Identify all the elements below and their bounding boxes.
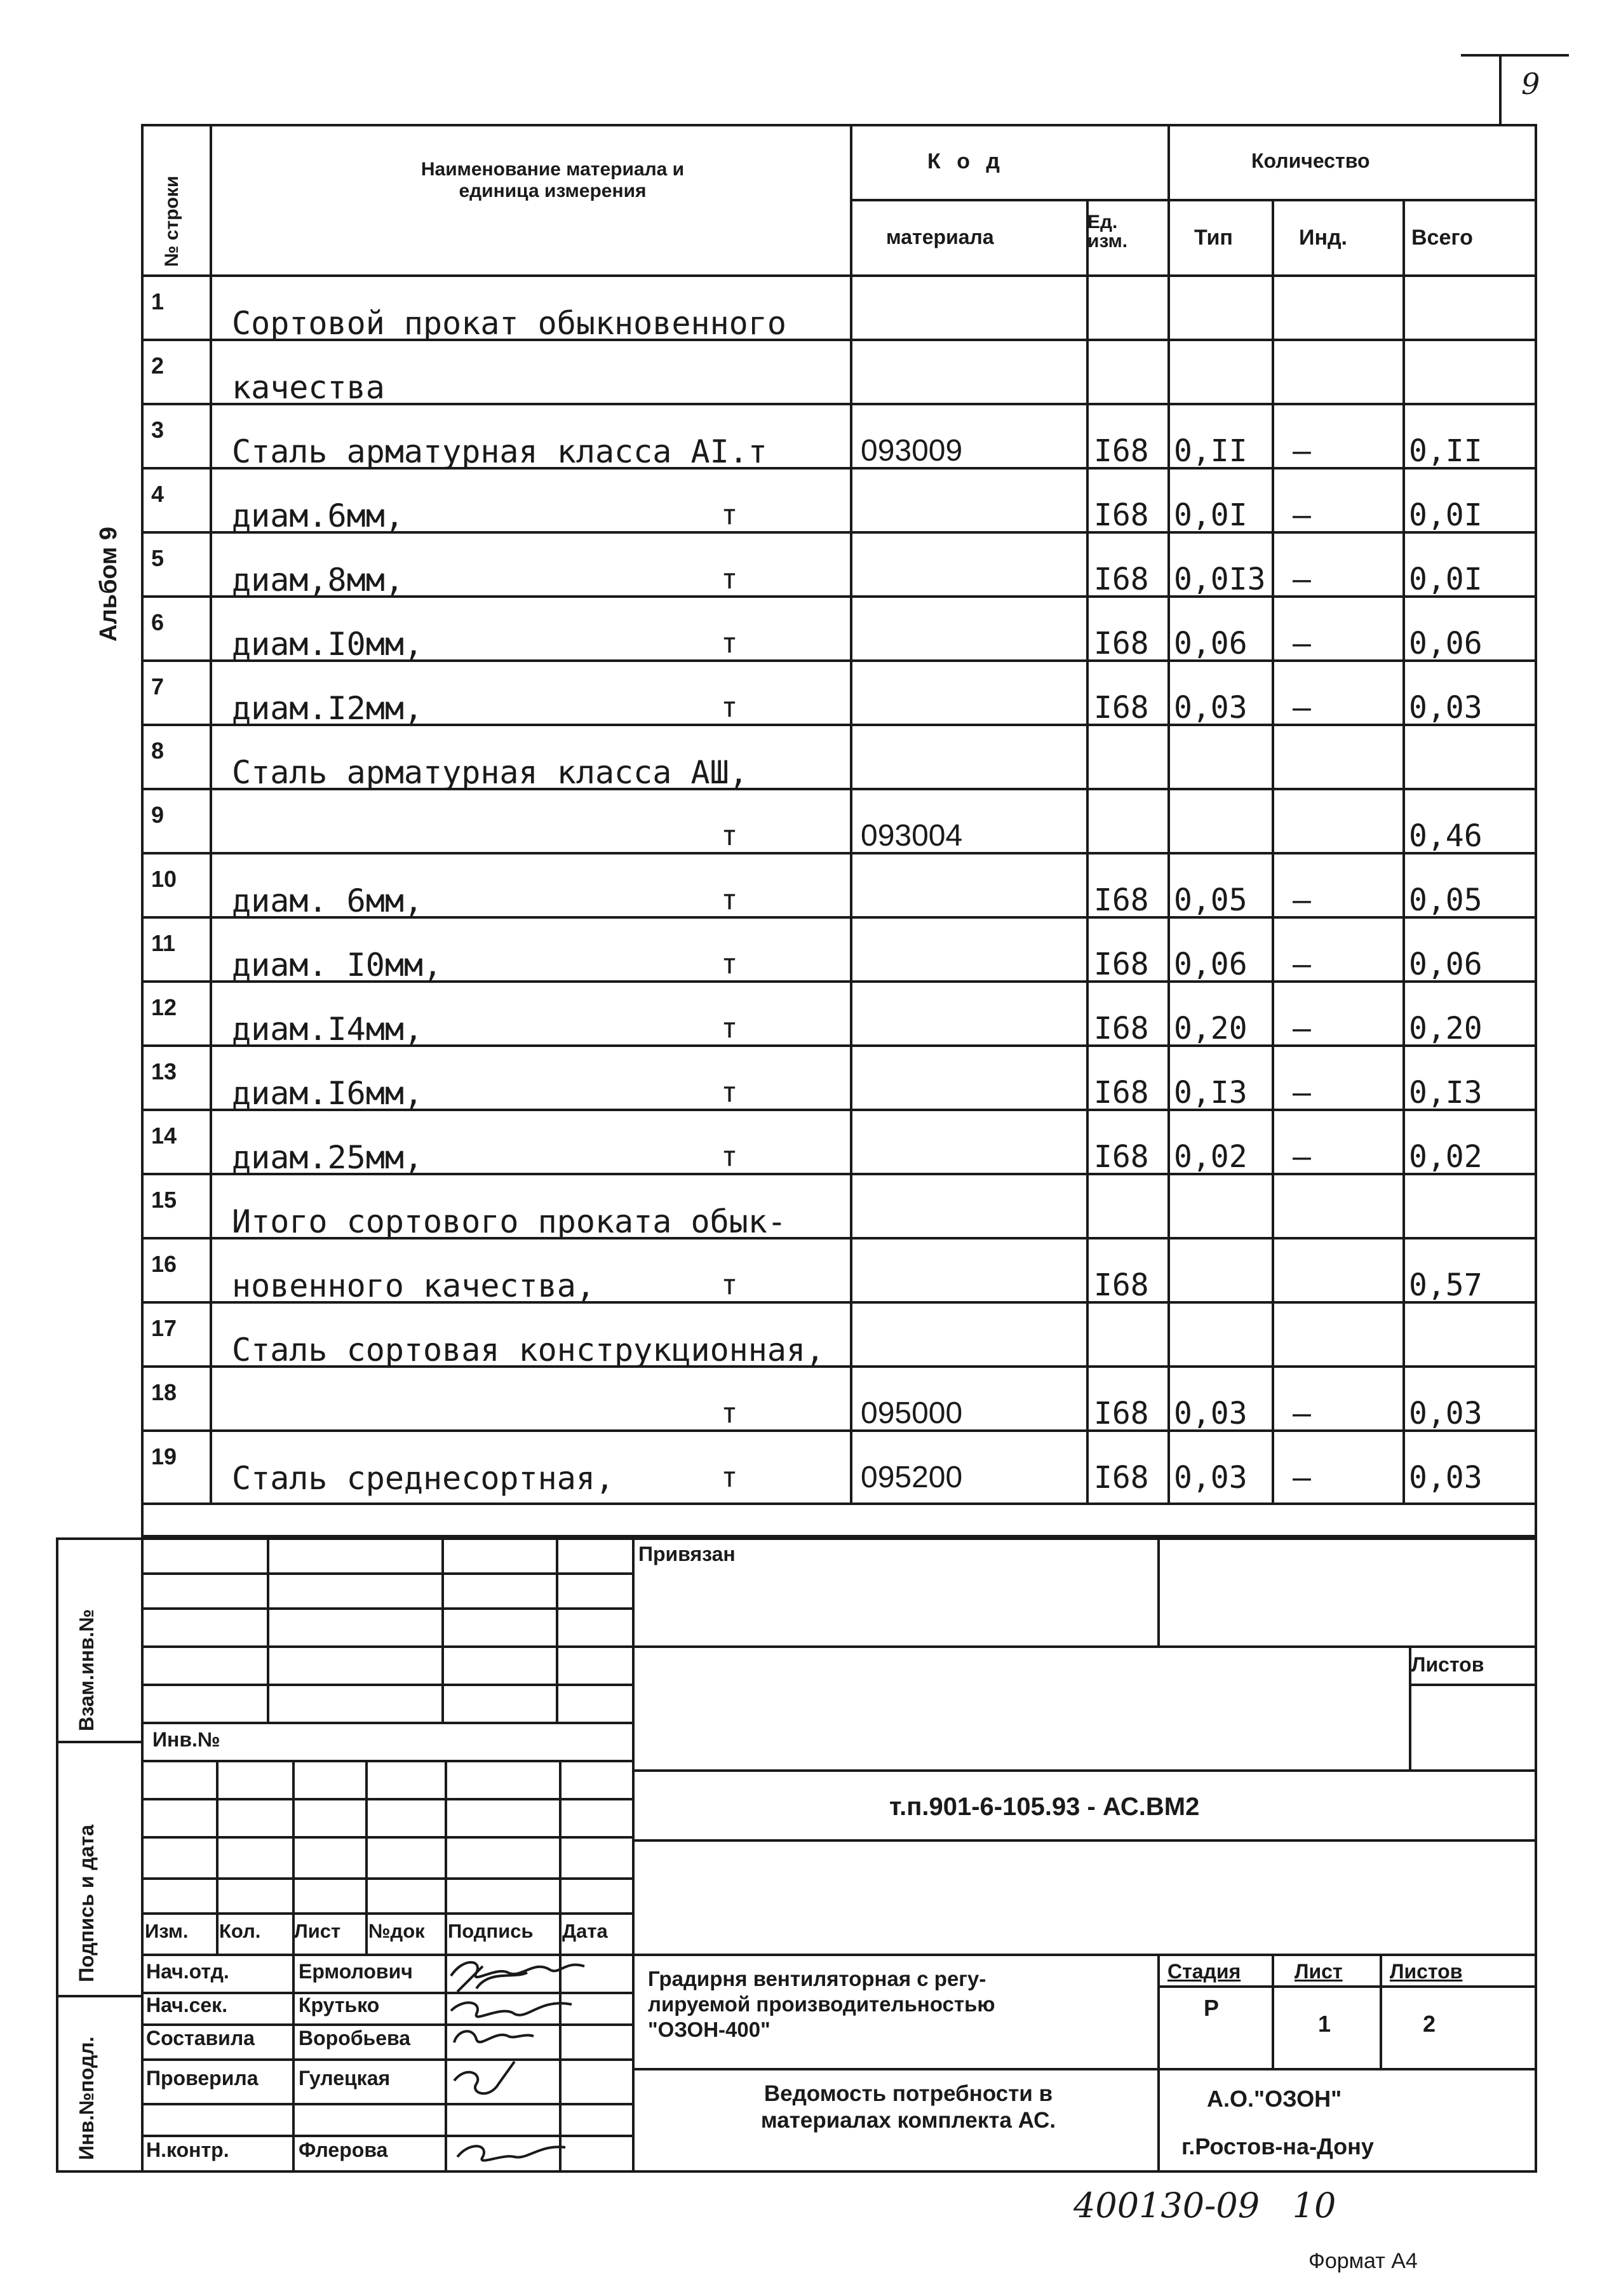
unit-letter: т xyxy=(721,948,738,980)
quantity-type: 0,0I3 xyxy=(1174,562,1266,597)
inv-number-label: Инв.№ xyxy=(152,1728,220,1751)
sheet-value: 1 xyxy=(1318,2011,1331,2037)
object-title: Градирня вентиляторная с регу- лируемой производительностью "ОЗОН-400" xyxy=(648,1967,995,2041)
quantity-total: 0,06 xyxy=(1409,626,1483,661)
material-name: диам.25мм, xyxy=(232,1139,424,1176)
header-total: Всего xyxy=(1411,226,1473,250)
material-name: диам.I2мм, xyxy=(232,690,424,727)
organization: А.О."ОЗОН" xyxy=(1207,2086,1342,2112)
row-number: 2 xyxy=(151,353,165,379)
unit-letter: т xyxy=(721,499,738,531)
material-code: 095000 xyxy=(861,1396,963,1430)
quantity-type: 0,I3 xyxy=(1174,1075,1248,1111)
quantity-total: 0,05 xyxy=(1409,882,1483,918)
quantity-type: 0,06 xyxy=(1174,947,1248,982)
stamp-role: Составила xyxy=(146,2027,255,2050)
material-code: 095200 xyxy=(861,1461,963,1494)
material-code: 093009 xyxy=(861,434,963,468)
row-number: 17 xyxy=(151,1315,177,1341)
city: г.Ростов-на-Дону xyxy=(1181,2133,1374,2159)
sheet-heading: Лист xyxy=(1295,1960,1343,1983)
unit-letter: т xyxy=(721,1076,738,1109)
quantity-total: 0,03 xyxy=(1409,1396,1483,1431)
unit-code: I68 xyxy=(1094,497,1149,533)
quantity-individual: – xyxy=(1293,1396,1311,1431)
row-number: 18 xyxy=(151,1379,177,1405)
quantity-individual: – xyxy=(1293,497,1311,533)
quantity-total: 0,06 xyxy=(1409,947,1483,982)
header-row-number: № строки xyxy=(161,175,182,267)
material-name: Итого сортового проката обык- xyxy=(232,1203,786,1240)
row-number: 13 xyxy=(151,1058,177,1084)
quantity-individual: – xyxy=(1293,1460,1311,1496)
unit-code: I68 xyxy=(1094,626,1149,661)
unit-code: I68 xyxy=(1094,882,1149,918)
quantity-type: 0,II xyxy=(1174,433,1248,469)
material-name: Сталь сортовая конструкционная, xyxy=(232,1332,825,1368)
page-number: 9 xyxy=(1521,67,1540,101)
quantity-total: 0,II xyxy=(1409,433,1483,469)
stamp-person-name: Крутько xyxy=(299,1994,380,2016)
material-name: качества xyxy=(232,369,385,406)
material-name: Сталь арматурная класса АI.т xyxy=(232,433,767,470)
material-name: диам. 6мм, xyxy=(232,882,424,919)
quantity-type: 0,03 xyxy=(1174,1396,1248,1431)
unit-code: I68 xyxy=(1094,1075,1149,1111)
material-name: диам.I6мм, xyxy=(232,1075,424,1112)
stamp-column-heading: Дата xyxy=(562,1920,608,1942)
stamp-column-heading: Кол. xyxy=(219,1920,261,1942)
stamp-person-name: Воробьева xyxy=(299,2027,411,2050)
unit-letter: т xyxy=(721,563,738,595)
unit-code: I68 xyxy=(1094,1460,1149,1496)
stamp-role: Н.контр. xyxy=(146,2138,229,2161)
stamp-column-heading: №док xyxy=(368,1920,425,1942)
row-number: 1 xyxy=(151,288,165,314)
unit-code: I68 xyxy=(1094,690,1149,726)
album-label: Альбом 9 xyxy=(95,527,122,642)
row-number: 9 xyxy=(151,802,165,828)
header-unit: Ед. изм. xyxy=(1087,212,1128,252)
unit-letter: т xyxy=(721,1140,738,1173)
inventory-handwritten-number: 400130-09 10 xyxy=(1073,2185,1336,2225)
stamp-role: Нач.отд. xyxy=(146,1960,229,1983)
unit-letter: т xyxy=(721,884,738,916)
side-strip xyxy=(56,1537,144,2173)
unit-code: I68 xyxy=(1094,1267,1149,1303)
stamp-person-name: Гулецкая xyxy=(299,2067,391,2090)
quantity-total: 0,03 xyxy=(1409,1460,1483,1496)
material-name: новенного качества, xyxy=(232,1267,595,1304)
quantity-total: 0,0I xyxy=(1409,562,1483,597)
unit-code: I68 xyxy=(1094,1011,1149,1046)
listov-top-label: Листов xyxy=(1411,1653,1484,1676)
row-number: 5 xyxy=(151,545,165,571)
material-name: диам. I0мм, xyxy=(232,947,443,983)
side-label-inv: Инв.№подл. xyxy=(75,2036,98,2160)
unit-letter: т xyxy=(721,1012,738,1044)
quantity-type: 0,05 xyxy=(1174,882,1248,918)
row-number: 15 xyxy=(151,1187,177,1213)
row-number: 4 xyxy=(151,481,165,507)
unit-letter: т xyxy=(721,1461,738,1494)
unit-code: I68 xyxy=(1094,1396,1149,1431)
stamp-column-heading: Лист xyxy=(294,1920,341,1942)
quantity-individual: – xyxy=(1293,1011,1311,1046)
row-number: 8 xyxy=(151,738,165,764)
quantity-total: 0,0I xyxy=(1409,497,1483,533)
quantity-total: 0,02 xyxy=(1409,1139,1483,1175)
format-label: Формат А4 xyxy=(1308,2249,1418,2273)
document-code: т.п.901-6-105.93 - АС.ВМ2 xyxy=(889,1793,1200,1821)
quantity-type: 0,03 xyxy=(1174,690,1248,726)
sheets-value: 2 xyxy=(1423,2011,1436,2037)
header-quantity: Количество xyxy=(1251,149,1370,172)
material-name: Сталь среднесортная, xyxy=(232,1460,615,1497)
material-name: диам,8мм, xyxy=(232,562,404,598)
stamp-column-heading: Подпись xyxy=(448,1920,534,1942)
row-number: 14 xyxy=(151,1123,177,1149)
quantity-type: 0,20 xyxy=(1174,1011,1248,1046)
row-number: 16 xyxy=(151,1251,177,1277)
unit-code: I68 xyxy=(1094,433,1149,469)
material-name: диам.I0мм, xyxy=(232,626,424,663)
quantity-type: 0,03 xyxy=(1174,1460,1248,1496)
header-type: Тип xyxy=(1194,226,1233,250)
document-title: Ведомость потребности в материалах комплекта АС. xyxy=(760,2081,1056,2133)
quantity-individual: – xyxy=(1293,947,1311,982)
stage-value: Р xyxy=(1204,1995,1220,2021)
stamp-person-name: Флерова xyxy=(299,2138,388,2161)
unit-letter: т xyxy=(721,627,738,659)
sheets-heading: Листов xyxy=(1390,1960,1463,1983)
unit-code: I68 xyxy=(1094,1139,1149,1175)
stamp-role: Нач.сек. xyxy=(146,1994,228,2016)
header-code: К о д xyxy=(927,149,1005,173)
header-individual: Инд. xyxy=(1299,226,1348,250)
quantity-type: 0,02 xyxy=(1174,1139,1248,1175)
quantity-total: 0,03 xyxy=(1409,690,1483,726)
signatures-image xyxy=(438,1954,629,2173)
material-code: 093004 xyxy=(861,819,963,853)
stamp-person-name: Ермолович xyxy=(299,1960,413,1983)
quantity-individual: – xyxy=(1293,626,1311,661)
quantity-type: 0,06 xyxy=(1174,626,1248,661)
side-label-podpis: Подпись и дата xyxy=(75,1825,98,1982)
material-name: Сталь арматурная класса АШ, xyxy=(232,754,748,791)
material-name: диам.I4мм, xyxy=(232,1011,424,1048)
quantity-individual: – xyxy=(1293,1075,1311,1111)
row-number: 6 xyxy=(151,609,165,635)
stamp-role: Проверила xyxy=(146,2067,259,2090)
quantity-individual: – xyxy=(1293,433,1311,469)
row-number: 12 xyxy=(151,994,177,1020)
row-number: 3 xyxy=(151,417,165,443)
header-material-code: материала xyxy=(886,226,994,248)
header-name: Наименование материала и единица измерения xyxy=(420,159,685,201)
quantity-individual: – xyxy=(1293,690,1311,726)
unit-letter: т xyxy=(721,1269,738,1301)
row-number: 7 xyxy=(151,673,165,699)
row-number: 11 xyxy=(151,930,176,956)
quantity-individual: – xyxy=(1293,562,1311,597)
quantity-total: 0,57 xyxy=(1409,1267,1483,1303)
row-number: 10 xyxy=(151,866,177,892)
stage-heading: Стадия xyxy=(1167,1960,1241,1983)
quantity-individual: – xyxy=(1293,1139,1311,1175)
quantity-type: 0,0I xyxy=(1174,497,1248,533)
unit-letter: т xyxy=(721,820,738,852)
row-number: 19 xyxy=(151,1443,177,1469)
quantity-total: 0,20 xyxy=(1409,1011,1483,1046)
unit-code: I68 xyxy=(1094,947,1149,982)
unit-letter: т xyxy=(721,1397,738,1429)
privyazan-label: Привязан xyxy=(638,1543,736,1565)
quantity-total: 0,46 xyxy=(1409,818,1483,854)
stamp-column-heading: Изм. xyxy=(145,1920,189,1942)
quantity-individual: – xyxy=(1293,882,1311,918)
unit-code: I68 xyxy=(1094,562,1149,597)
unit-letter: т xyxy=(721,691,738,724)
side-label-vzam: Взам.инв.№ xyxy=(75,1609,98,1731)
material-name: Сортовой прокат обыкновенного xyxy=(232,305,786,342)
material-name: диам.6мм, xyxy=(232,497,404,534)
quantity-total: 0,I3 xyxy=(1409,1075,1483,1111)
